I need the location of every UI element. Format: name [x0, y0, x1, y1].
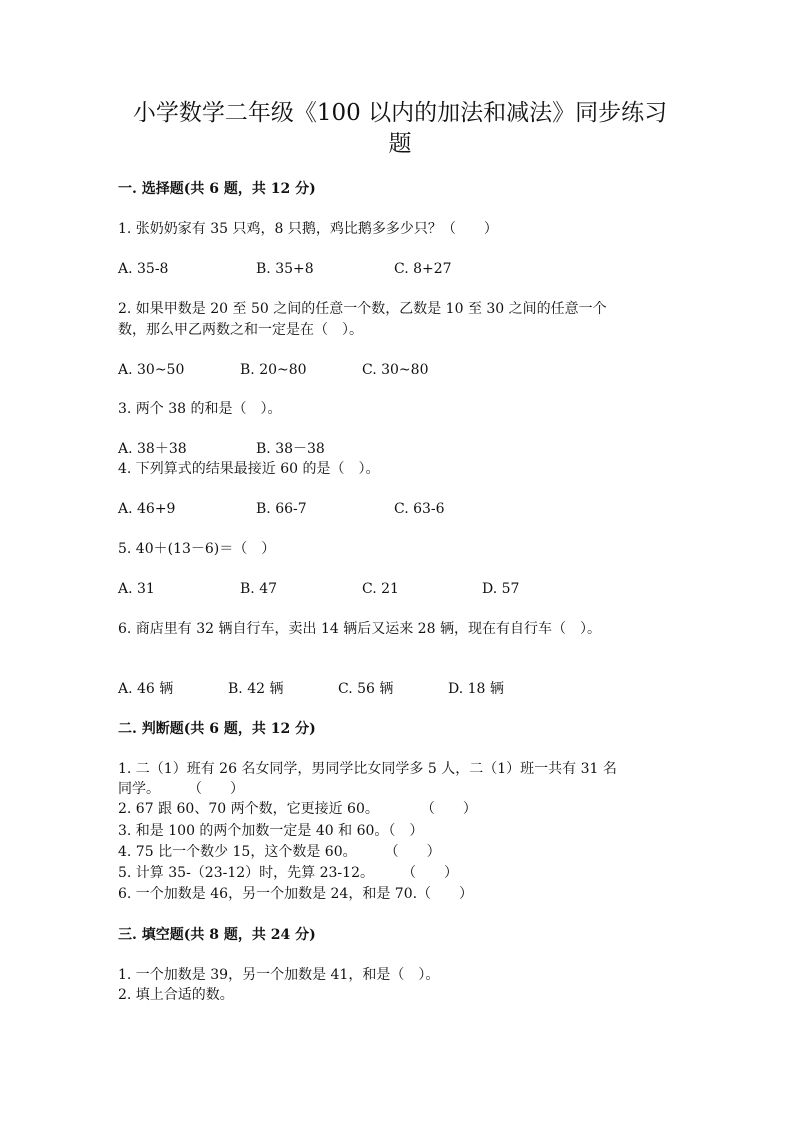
judge-question-5: 5. 计算 35-（23-12）时，先算 23-12。 （ ）: [118, 865, 458, 881]
choice-2-option-b: B. 20~80: [240, 362, 307, 378]
choice-1-option-c: C. 8+27: [394, 261, 452, 277]
choice-question-1: 1. 张奶奶家有 35 只鸡，8 只鹅，鸡比鹅多多少只？（ ）: [118, 221, 498, 237]
choice-3-option-a: A. 38＋38: [118, 441, 187, 457]
fill-question-1: 1. 一个加数是 39，另一个加数是 41，和是（ ）。: [118, 967, 440, 983]
choice-2-option-c: C. 30~80: [362, 362, 429, 378]
section-heading-fill: 三. 填空题(共 8 题，共 24 分): [118, 927, 316, 943]
choice-1-option-a: A. 35-8: [118, 261, 169, 277]
choice-4-option-b: B. 66-7: [256, 501, 307, 517]
choice-3-option-b: B. 38－38: [256, 441, 325, 457]
choice-question-3: 3. 两个 38 的和是（ ）。: [118, 401, 282, 417]
choice-5-option-b: B. 47: [240, 581, 278, 597]
choice-question-2-line-1: 2. 如果甲数是 20 至 50 之间的任意一个数，乙数是 10 至 30 之间的任意一个: [118, 301, 607, 317]
choice-question-6: 6. 商店里有 32 辆自行车，卖出 14 辆后又运来 28 辆，现在有自行车（ ）。: [118, 621, 601, 637]
judge-question-6: 6. 一个加数是 46，另一个加数是 24，和是 70.（ ）: [118, 886, 474, 902]
fill-question-2: 2. 填上合适的数。: [118, 987, 234, 1003]
choice-6-option-a: A. 46 辆: [118, 681, 174, 697]
page-title: [100, 98, 700, 160]
judge-question-4: 4. 75 比一个数少 15，这个数是 60。 （ ）: [118, 844, 441, 860]
choice-5-option-a: A. 31: [118, 581, 155, 597]
choice-6-option-d: D. 18 辆: [448, 681, 504, 697]
choice-4-option-c: C. 63-6: [394, 501, 445, 517]
choice-question-4: 4. 下列算式的结果最接近 60 的是（ ）。: [118, 461, 380, 477]
choice-6-option-b: B. 42 辆: [228, 681, 284, 697]
section-heading-choice: 一. 选择题(共 6 题，共 12 分): [118, 181, 316, 197]
judge-question-2: 2. 67 跟 60、70 两个数，它更接近 60。 （ ）: [118, 801, 477, 817]
title-line-1: 小学数学二年级《100 以内的加法和减法》同步练习: [132, 100, 668, 126]
choice-5-option-d: D. 57: [482, 581, 520, 597]
choice-6-option-c: C. 56 辆: [338, 681, 394, 697]
choice-question-2-line-2: 数，那么甲乙两数之和一定是在（ ）。: [118, 322, 363, 338]
judge-question-1-line-2: 同学。 （ ）: [118, 781, 244, 797]
choice-2-option-a: A. 30~50: [118, 362, 185, 378]
choice-5-option-c: C. 21: [362, 581, 399, 597]
choice-4-option-a: A. 46+9: [118, 501, 176, 517]
section-heading-judge: 二. 判断题(共 6 题，共 12 分): [118, 721, 316, 737]
judge-question-1-line-1: 1. 二（1）班有 26 名女同学，男同学比女同学多 5 人，二（1）班一共有 31 名: [118, 761, 617, 777]
title-line-2: 题: [388, 131, 412, 157]
judge-question-3: 3. 和是 100 的两个加数一定是 40 和 60。（ ）: [118, 823, 424, 839]
choice-question-5: 5. 40＋(13－6)＝（ ）: [118, 541, 276, 557]
choice-1-option-b: B. 35+8: [256, 261, 314, 277]
